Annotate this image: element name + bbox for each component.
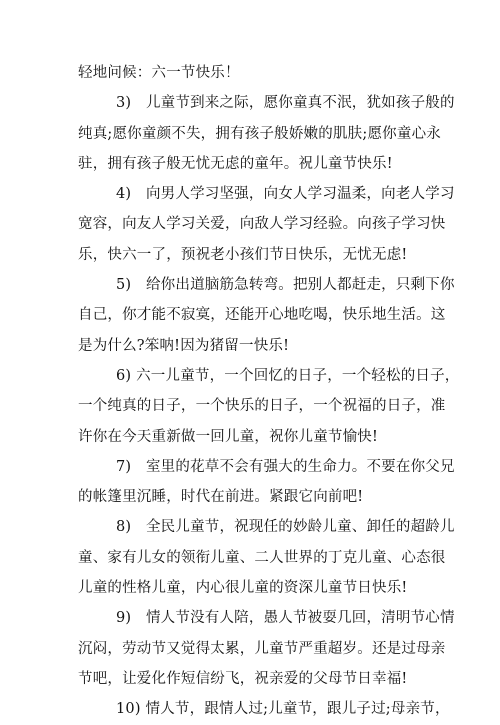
text-line: 10) 情人节，跟情人过;儿童节，跟儿子过;母亲节， (116, 701, 450, 718)
text-line: 许你在今天重新做一回儿童，祝你儿童节愉快! (78, 428, 379, 445)
text-line: 纯真;愿你童颜不失，拥有孩子般娇嫩的肌肤;愿你童心永 (78, 125, 441, 142)
text-line: 8) 全民儿童节，祝现任的妙龄儿童、卸任的超龄儿 (116, 519, 455, 536)
document-body (78, 58, 460, 725)
text-line: 一个纯真的日子，一个快乐的日子，一个祝福的日子，准 (78, 398, 446, 415)
text-line: 乐，快六一了，预祝老小孩们节日快乐，无忧无虑! (78, 246, 408, 263)
text-line: 沉闷，劳动节又觉得太累，儿童节严重超岁。还是过母亲 (78, 640, 446, 657)
text-line: 9) 情人节没有人陪，愚人节被耍几回，清明节心情 (116, 610, 455, 627)
text-line: 宽容，向友人学习关爱，向敌人学习经验。向孩子学习快 (78, 216, 446, 233)
text-line: 6) 六一儿童节，一个回忆的日子，一个轻松的日子， (116, 367, 460, 384)
text-line: 4) 向男人学习坚强，向女人学习温柔，向老人学习 (116, 186, 455, 203)
text-line: 的帐篷里沉睡，时代在前进。紧跟它向前吧! (78, 489, 364, 506)
text-line: 5) 给你出道脑筋急转弯。把别人都赶走，只剩下你 (116, 277, 455, 294)
text-line: 是为什么?笨呐!因为猪留一快乐! (78, 337, 290, 354)
text-line: 7) 室里的花草不会有强大的生命力。不要在你父兄 (116, 458, 455, 475)
text-line: 自己，你才能不寂寞，还能开心地吃喝，快乐地生活。这 (78, 307, 446, 324)
text-line: 节吧，让爱化作短信纷飞，祝亲爱的父母节日幸福! (78, 670, 408, 687)
text-line: 3) 儿童节到来之际，愿你童真不泯，犹如孩子般的 (116, 95, 455, 112)
text-line: 轻地问候：六一节快乐！ (78, 65, 240, 81)
text-line: 驻，拥有孩子般无忧无虑的童年。祝儿童节快乐! (78, 155, 393, 172)
text-line: 儿童的性格儿童，内心很儿童的资深儿童节日快乐! (78, 580, 408, 597)
text-line: 童、家有儿女的领衔儿童、二人世界的丁克儿童、心态很 (78, 549, 446, 566)
